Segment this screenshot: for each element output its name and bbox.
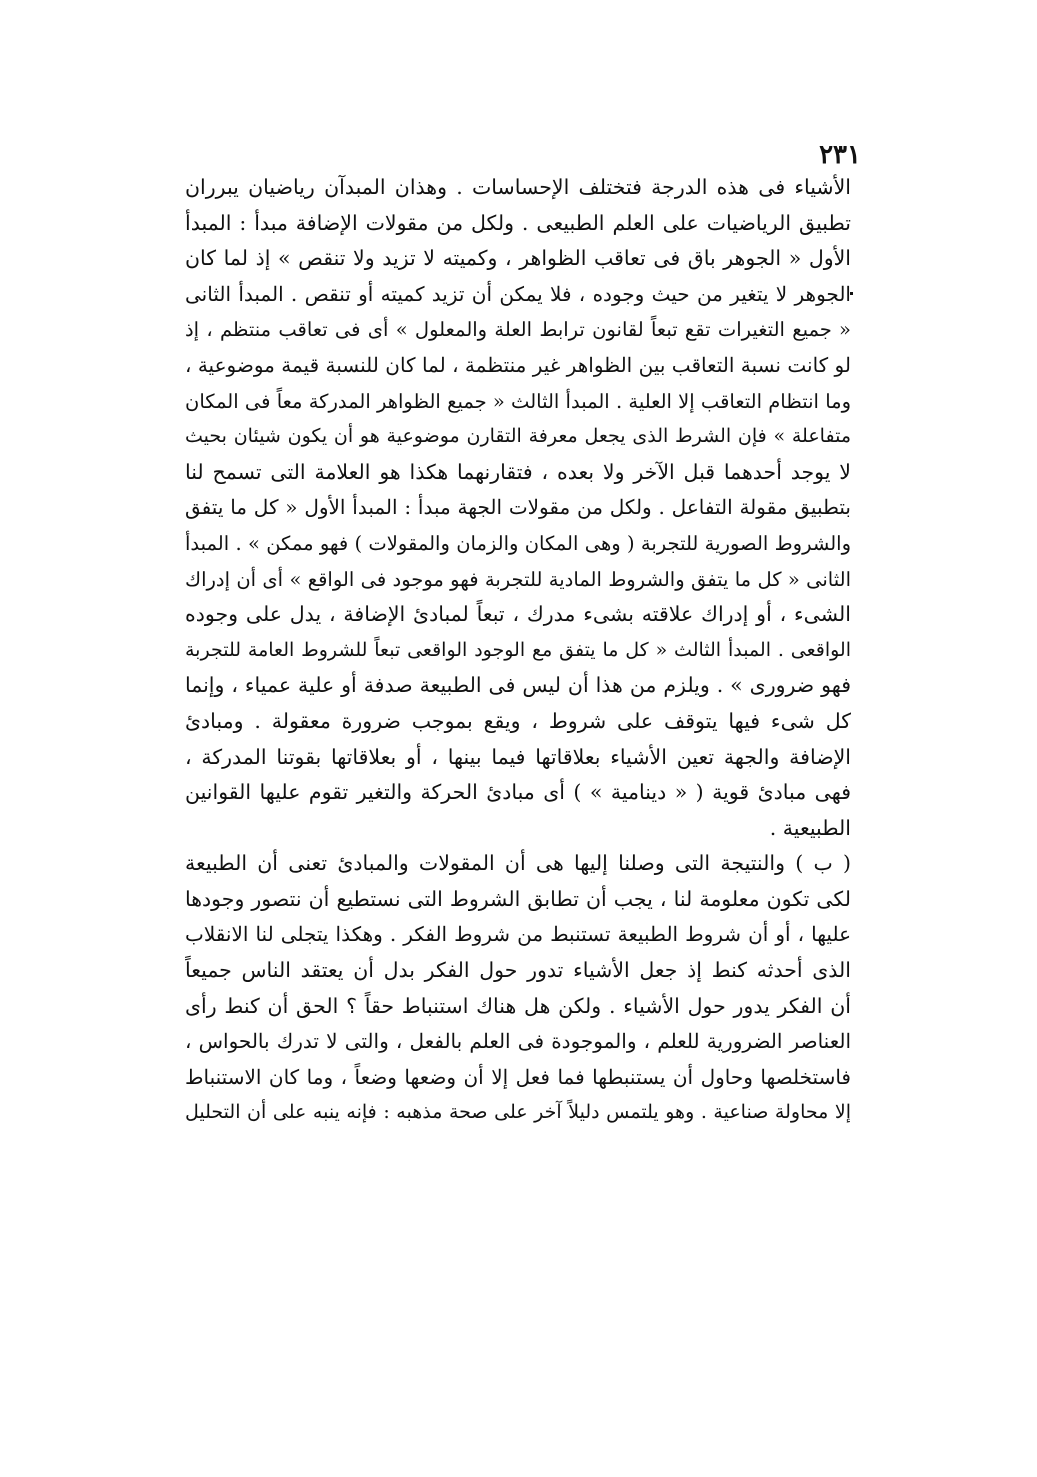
text-line: الواقعى . المبدأ الثالث « كل ما يتفق مع الوجود الواقعى تبعاً للشروط العامة للتجربة (185, 638, 851, 661)
text-line: أن الفكر يدور حول الأشياء . ولكن هل هناك استنباط حقاً ؟ الحق أن كنط رأى (185, 993, 851, 1018)
text-line: الذى أحدثه كنط إذ جعل الأشياء تدور حول الفكر بدل أن يعتقد الناس جميعاً (185, 958, 851, 983)
text-line: عليها ، أو أن شروط الطبيعة تستنبط من شروط الفكر . وهكذا يتجلى لنا الانقلاب (185, 922, 851, 947)
text-line: ( ب ) والنتيجة التى وصلنا إليها هى أن المقولات والمبادئ تعنى أن الطبيعة (185, 851, 851, 876)
text-line: الجوهر لا يتغير من حيث وجوده ، فلا يمكن أن تزيد كميته أو تنقص . المبدأ الثانى (185, 281, 851, 306)
text-line: إلا محاولة صناعية . وهو يلتمس دليلاً آخر على صحة مذهبه : فإنه ينبه على أن التحليل (185, 1101, 851, 1124)
text-line: فهى مبادئ قوية ( « دينامية » ) أى مبادئ الحركة والتغير تقوم عليها القوانين (185, 780, 851, 805)
text-line: والشروط الصورية للتجربة ( وهى المكان والزمان والمقولات ) فهو ممكن » . المبدأ (185, 531, 851, 555)
text-line: الأول « الجوهر باق فى تعاقب الظواهر ، وكميته لا تزيد ولا تنقص » إذ لما كان (185, 246, 851, 271)
text-line: بتطبيق مقولة التفاعل . ولكل من مقولات الجهة مبدأ : المبدأ الأول « كل ما يتفق (185, 495, 851, 520)
text-line: وما انتظام التعاقب إلا العلية . المبدأ الثالث « جميع الظواهر المدركة معاً فى المكان (185, 389, 851, 413)
text-line: لو كانت نسبة التعاقب بين الظواهر غير منتظمة ، لما كان للنسبة قيمة موضوعية ، (185, 352, 851, 377)
text-line: الأشياء فى هذه الدرجة فتختلف الإحساسات . وهذان المبدآن رياضيان يبرران (185, 175, 851, 199)
text-line: الثانى « كل ما يتفق والشروط المادية للتجربة فهو موجود فى الواقع » أى أن إدراك (185, 567, 851, 591)
text-line: الشىء ، أو إدراك علاقته بشىء مدرك ، تبعاً لمبادئ الإضافة ، يدل على وجوده (185, 602, 851, 627)
paragraph-2 (185, 846, 851, 1131)
text-line: فاستخلصها وحاول أن يستنبطها فما فعل إلا أن وضعها وضعاً ، وما كان الاستنباط (185, 1064, 851, 1089)
text-line: لا يوجد أحدهما قبل الآخر ولا بعده ، فتقارنهما هكذا هو العلامة التى تسمح لنا (185, 459, 851, 484)
text-line: لكى تكون معلومة لنا ، يجب أن تطابق الشروط التى نستطيع أن نتصور وجودها (185, 886, 851, 911)
text-line: الإضافة والجهة تعين الأشياء بعلاقاتها فيما بينها ، أو بعلاقاتها بقوتنا المدركة ، (185, 744, 851, 769)
page-number: ٢٣١ (819, 140, 861, 170)
text-line: « جميع التغيرات تقع تبعاً لقانون ترابط العلة والمعلول » أى فى تعاقب منتظم ، إذ (185, 318, 851, 342)
text-line: الطبيعية . (769, 815, 851, 840)
text-line: العناصر الضرورية للعلم ، والموجودة فى العلم بالفعل ، والتى لا تدرك بالحواس ، (185, 1029, 851, 1054)
paragraph-1 (185, 170, 851, 846)
text-line: متفاعلة » فإن الشرط الذى يجعل معرفة التقارن موضوعية هو أن يكون شيئان بحيث (185, 425, 851, 448)
body-text (185, 170, 851, 1131)
text-line: كل شىء فيها يتوقف على شروط ، ويقع بموجب ضرورة معقولة . ومبادئ (185, 708, 851, 733)
text-line: تطبيق الرياضيات على العلم الطبيعى . ولكل من مقولات الإضافة مبدأ : المبدأ (185, 210, 851, 235)
text-line: فهو ضرورى » . ويلزم من هذا أن ليس فى الطبيعة صدفة أو علية عمياء ، وإنما (185, 673, 851, 698)
